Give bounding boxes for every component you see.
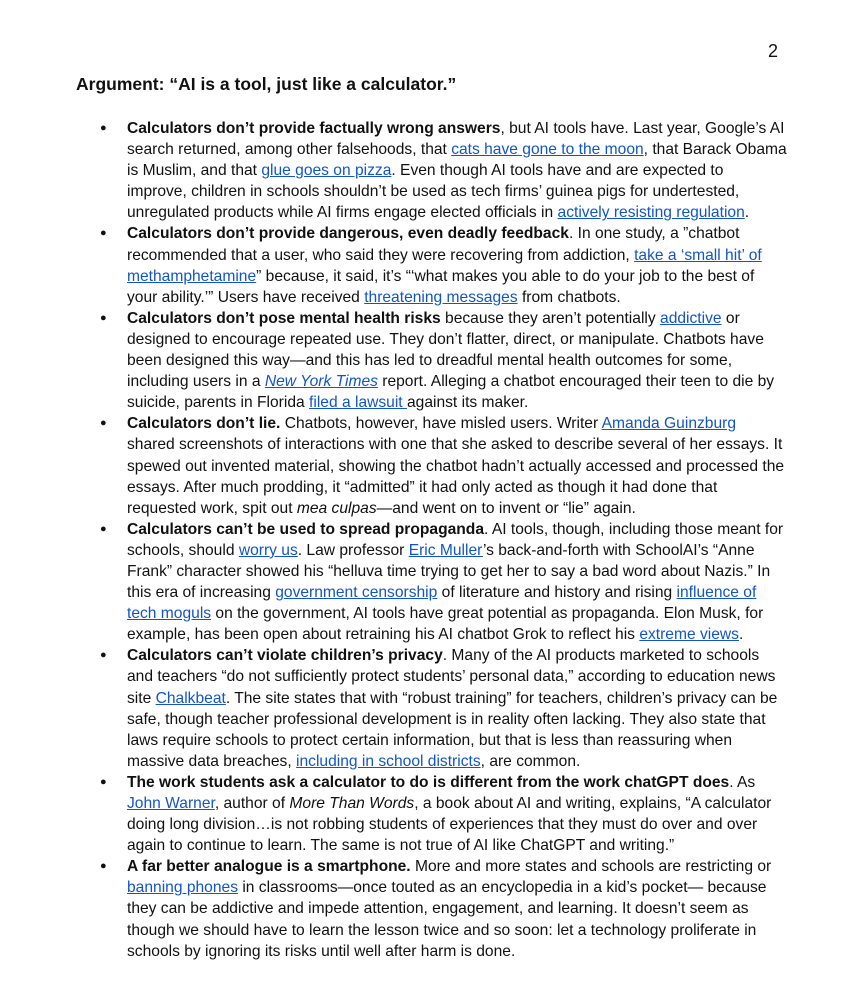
body-text: . [744, 204, 750, 222]
body-text: , that Barack Obama is Muslim, and that [127, 141, 787, 180]
inline-link[interactable]: filed a lawsuit [309, 394, 407, 412]
body-text: from chatbots. [517, 288, 621, 306]
body-text: , author of [214, 795, 290, 812]
body-text: . AI tools, though, including those meant for schools, should [127, 520, 784, 559]
bullet-lead-text: The work students ask a calculator to do is different from the work chatGPT does [127, 773, 730, 791]
bullet-item [127, 308, 787, 413]
inline-link[interactable]: glue goes on pizza [261, 162, 392, 180]
body-text: , a book about AI and writing, explains, “A calculator doing long division…is not robbing students of experiences that they must do over and over again to continue to learn. The same is not true of AI like ChatGPT and writing.” [127, 795, 772, 855]
inline-link[interactable]: John Warner [127, 795, 215, 812]
bullet-lead-text: Calculators can’t be used to spread propaganda [127, 520, 485, 538]
body-text: . Law professor [297, 541, 409, 559]
body-text: . Even though AI tools have and are expected to improve, children in schools shouldn’t be used as tech firms’ guinea pigs for undertested, unregulated products while AI firms engage elected officials in [127, 162, 740, 222]
inline-link[interactable]: actively resisting regulation [557, 204, 745, 222]
body-text: . As [729, 773, 756, 791]
body-text: . The site states that with “robust training” for teachers, children’s privacy can be safe, though teacher professional development is in reality often lacking. They also state that laws require schools to protect certain information, but that is less than reassuring when massive data breaches, [127, 689, 778, 770]
inline-link[interactable]: New York Times [264, 373, 378, 391]
bullet-item [127, 645, 787, 772]
italic-text: mea culpas [296, 499, 377, 517]
page-number: 2 [768, 41, 779, 61]
inline-link[interactable]: influence of tech moguls [127, 584, 757, 623]
bullet-lead-text: A far better analogue is a smartphone. [127, 858, 411, 876]
inline-link[interactable]: take a ‘small hit’ of methamphetamine [127, 246, 762, 285]
body-text: against its maker. [406, 394, 529, 412]
argument-bullet-list [127, 118, 787, 962]
body-text: . [738, 626, 744, 644]
body-text: . Many of the AI products marketed to schools and teachers “do not sufficiently protect students’ personal data,” according to education news site [127, 647, 776, 707]
inline-link[interactable]: banning phones [127, 879, 238, 897]
inline-link[interactable]: Amanda Guinzburg [601, 415, 736, 433]
body-text: shared screenshots of interactions with one that she asked to describe several of her essays. It spewed out invented material, showing the chatbot hadn’t actually accessed and processed the essays. After much prodding, it “admitted” it had only acted as though it had done that requested work, spit out [127, 436, 785, 517]
bullet-lead-text: Calculators don’t provide factually wrong answers [127, 120, 501, 137]
body-text: Chatbots, however, have misled users. Writer [280, 415, 602, 433]
bullet-lead-text: Calculators don’t pose mental health risks [127, 309, 441, 327]
body-text: , but AI tools have. Last year, Google’s AI search returned, among other falsehoods, that [127, 120, 785, 159]
bullet-item [127, 118, 787, 223]
body-text: of literature and history and rising [437, 584, 677, 602]
body-text: in classrooms—once touted as an encyclopedia in a kid’s pocket— because they can be addictive and impede attention, engagement, and learning. It doesn’t seem as though we should have to learn the lesson twice and so soon: let a technology proliferate in schools by ignoring its risks until well after harm is done. [127, 879, 767, 960]
body-text: . In one study, a ”chatbot recommended that a user, who said they were recovering from addiction, [127, 225, 740, 264]
body-text: report. Alleging a chatbot encouraged their teen to die by suicide, parents in Florida [127, 373, 775, 412]
bullet-item [127, 856, 787, 961]
body-text: because they aren’t potentially [440, 309, 661, 327]
body-text: or designed to encourage repeated use. They don’t flatter, direct, or manipulate. Chatbots have been designed this way—and this has led to dreadful mental health outcomes for some, including users in a [127, 309, 764, 391]
inline-link[interactable]: threatening messages [364, 288, 518, 306]
inline-link[interactable]: addictive [660, 309, 722, 327]
italic-text: More Than Words [289, 795, 415, 812]
bullet-lead-text: Calculators don’t provide dangerous, even deadly feedback [127, 225, 569, 243]
body-text: —and went on to invent or “lie” again. [376, 499, 636, 517]
body-text: More and more states and schools are restricting or [410, 858, 772, 876]
inline-link[interactable]: extreme views [639, 626, 739, 644]
section-heading: Argument: “AI is a tool, just like a calculator.” [76, 74, 457, 94]
body-text: on the government, AI tools have great potential as propaganda. Elon Musk, for example, has been open about retraining his AI chatbot Grok to reflect his [127, 605, 764, 644]
inline-link[interactable]: worry us [238, 541, 298, 559]
inline-link[interactable]: cats have gone to the moon [451, 141, 644, 159]
inline-link[interactable]: Eric Muller [408, 541, 483, 559]
inline-link[interactable]: including in school districts [296, 752, 481, 770]
bullet-lead-text: Calculators don’t lie. [127, 415, 281, 433]
inline-link[interactable]: government censorship [275, 584, 438, 602]
body-text: ” because, it said, it’s “‘what makes you able to do your job to the best of your ability.’” Users have received [127, 267, 755, 306]
bullet-item [127, 772, 787, 856]
bullet-lead-text: Calculators can’t violate children’s privacy [127, 647, 443, 665]
inline-link[interactable]: Chalkbeat [155, 689, 226, 707]
bullet-item [127, 223, 787, 307]
bullet-item [127, 519, 787, 646]
body-text: , are common. [480, 752, 581, 770]
bullet-item [127, 413, 787, 518]
body-text: ’s back-and-forth with SchoolAI’s “Anne Frank” character showed his “helluva time trying to get her to say a bad word about Nazis.” In this era of increasing [127, 541, 771, 602]
